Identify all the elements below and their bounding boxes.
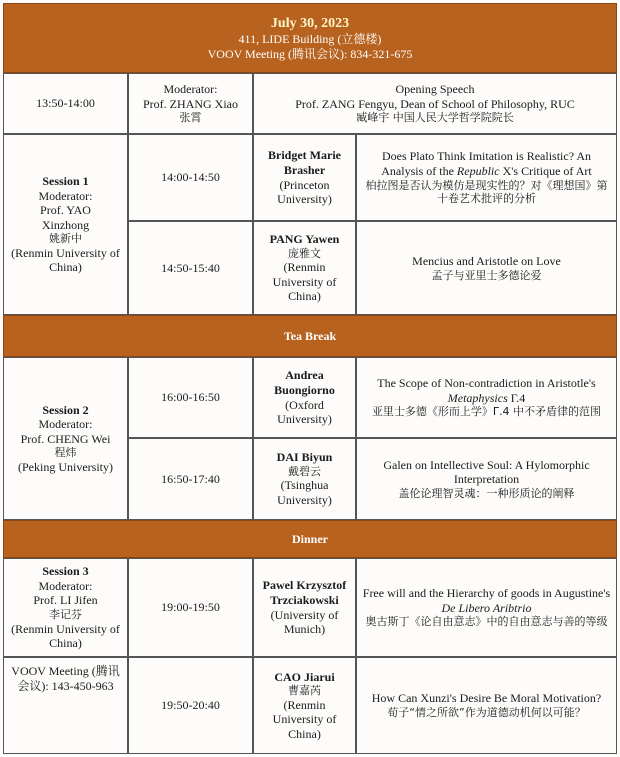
- header-band: [3, 3, 617, 73]
- session1-talk2-title: Mencius and Aristotle on Love 孟子与亚里士多德论爱: [356, 221, 617, 315]
- session2-talk1-speaker: Andrea Buongiorno (Oxford University): [253, 357, 356, 438]
- session1-info: Session 1 Moderator: Prof. YAO Xinzhong 姚新中 (Renmin University of China): [3, 134, 128, 315]
- session2-title: Session 2: [42, 402, 89, 417]
- session1-title: Session 1: [42, 173, 89, 188]
- tea-break-band: Tea Break: [3, 315, 617, 357]
- session3-talk1-time: 19:00-19:50: [128, 558, 253, 657]
- header-meeting: VOOV Meeting (腾讯会议): 834-321-675: [207, 46, 413, 61]
- header-date: July 30, 2023: [270, 15, 350, 31]
- session1-talk2-time: 14:50-15:40: [128, 221, 253, 315]
- header-venue: 411, LIDE Building (立德楼): [238, 31, 382, 46]
- session3-talk2-title: How Can Xunzi's Desire Be Moral Motivation? 荀子“情之所欲”作为道德动机何以可能？: [356, 657, 617, 754]
- session2-talk2-time: 16:50-17:40: [128, 438, 253, 520]
- session1-talk1-time: 14:00-14:50: [128, 134, 253, 221]
- dinner-band: Dinner: [3, 520, 617, 558]
- session2-info: Session 2 Moderator: Prof. CHENG Wei 程炜 (Peking University): [3, 357, 128, 520]
- session3-title: Session 3: [42, 564, 89, 579]
- session2-talk2-speaker: DAI Biyun 戴碧云 (Tsinghua University): [253, 438, 356, 520]
- session3-talk2-speaker: CAO Jiarui 曹嘉芮 (Renmin University of China): [253, 657, 356, 754]
- session3-talk1-speaker: Pawel Krzysztof Trzciakowski (University of Munich): [253, 558, 356, 657]
- session1-talk1-title: Does Plato Think Imitation is Realistic? An Analysis of the Republic X's Critique of Art 柏拉图是否认为模仿是现实性的？对《理想国》第十卷艺术批评的分析: [356, 134, 617, 221]
- session3-talk1-title: Free will and the Hierarchy of goods in Augustine's De Libero Aribtrio 奥古斯丁《论自由意志》中的自由意志与善的等级: [356, 558, 617, 657]
- session2-talk1-time: 16:00-16:50: [128, 357, 253, 438]
- session1-talk2-speaker: PANG Yawen 庞雅文 (Renmin University of China): [253, 221, 356, 315]
- session2-talk2-title: Galen on Intellective Soul: A Hylomorphic Interpretation 盖伦论理智灵魂：一种形质论的阐释: [356, 438, 617, 520]
- session3-voov: VOOV Meeting (腾讯会议): 143-450-963: [3, 657, 128, 754]
- session2-talk1-title: The Scope of Non-contradiction in Aristotle's Metaphysics Γ.4 亚里士多德《形而上学》Γ.4 中不矛盾律的范围: [356, 357, 617, 438]
- opening-speech: Opening Speech Prof. ZANG Fengyu, Dean of School of Philosophy, RUC 臧峰宇 中国人民大学哲学院院长: [253, 73, 617, 134]
- opening-time: 13:50-14:00: [3, 73, 128, 134]
- opening-moderator: Moderator: Prof. ZHANG Xiao 张霄: [128, 73, 253, 134]
- session1-talk1-speaker: Bridget Marie Brasher (Princeton University): [253, 134, 356, 221]
- session3-info: Session 3 Moderator: Prof. LI Jifen 李记芬 (Renmin University of China): [3, 558, 128, 657]
- session3-talk2-time: 19:50-20:40: [128, 657, 253, 754]
